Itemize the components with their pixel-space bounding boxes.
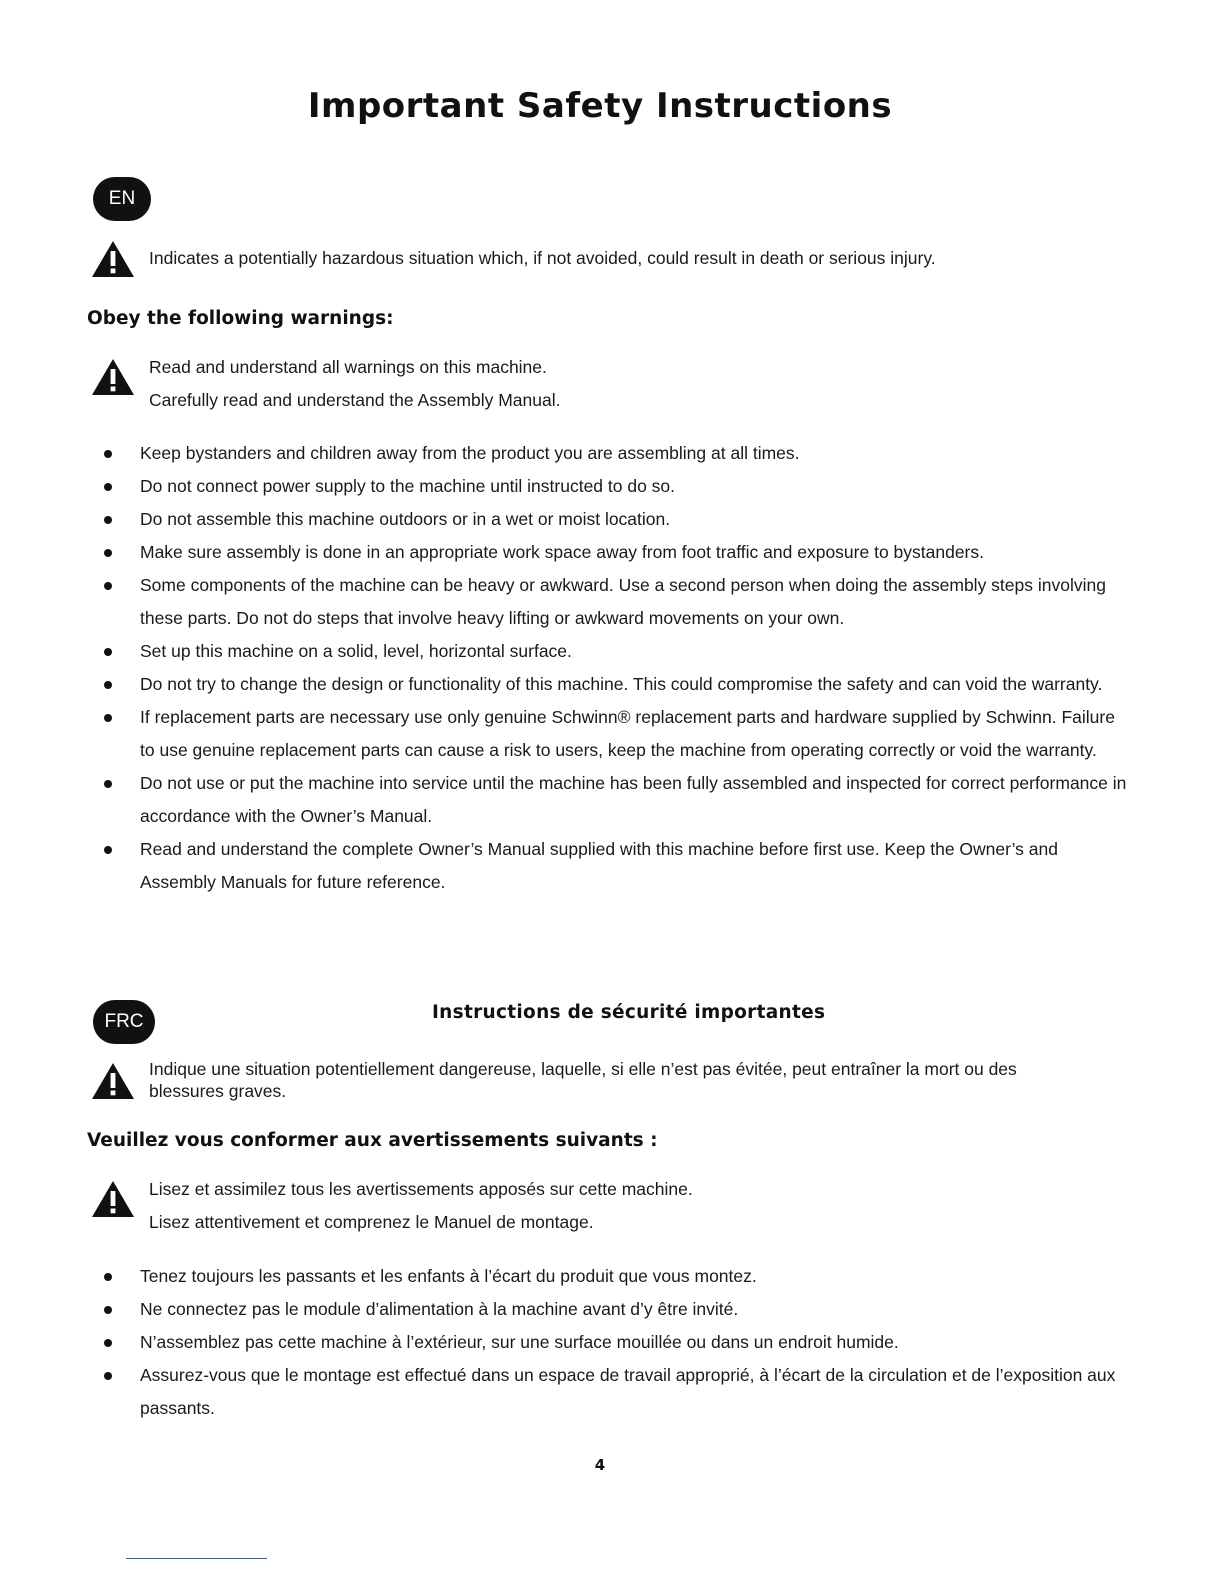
list-item: Assurez-vous que le montage est effectué dans un espace de travail approprié, à l’écart de la circulation et de l’exposition aux passants. — [100, 1359, 1130, 1425]
list-item: Keep bystanders and children away from the product you are assembling at all times. — [100, 437, 1130, 470]
warnings-heading-frc: Veuillez vous conformer aux avertissements suivants : — [87, 1130, 658, 1151]
list-item: Do not use or put the machine into service until the machine has been fully assembled and inspected for correct performance in accordance with the Owner’s Manual. — [100, 767, 1130, 833]
warning-line: Lisez et assimilez tous les avertissements apposés sur cette machine. — [149, 1179, 693, 1199]
warning-triangle-icon — [91, 1180, 135, 1218]
machine-warnings-frc — [149, 1173, 693, 1239]
section-title-frc: Instructions de sécurité importantes — [432, 1002, 826, 1023]
safety-bullet-list-en — [100, 437, 1130, 899]
hazard-definition-en: Indicates a potentially hazardous situation which, if not avoided, could result in death or serious injury. — [149, 248, 936, 268]
language-badge-frc: FRC — [93, 1000, 155, 1044]
list-item: Do not connect power supply to the machine until instructed to do so. — [100, 470, 1130, 503]
warnings-heading-en: Obey the following warnings: — [87, 308, 394, 329]
list-item: Read and understand the complete Owner’s Manual supplied with this machine before first use. Keep the Owner’s and Assembly Manuals for future reference. — [100, 833, 1130, 899]
list-item: Ne connectez pas le module d’alimentation à la machine avant d’y être invité. — [100, 1293, 1130, 1326]
page-title: Important Safety Instructions — [307, 86, 893, 126]
footer-rule — [126, 1558, 267, 1559]
list-item: Do not assemble this machine outdoors or in a wet or moist location. — [100, 503, 1130, 536]
safety-bullet-list-frc — [100, 1260, 1130, 1425]
list-item: Do not try to change the design or functionality of this machine. This could compromise the safety and can void the warranty. — [100, 668, 1130, 701]
warning-triangle-icon — [91, 240, 135, 278]
warning-line: Lisez attentivement et comprenez le Manuel de montage. — [149, 1212, 594, 1232]
warning-line: Carefully read and understand the Assembly Manual. — [149, 390, 561, 410]
list-item: If replacement parts are necessary use only genuine Schwinn® replacement parts and hardware supplied by Schwinn. Failure to use genuine replacement parts can cause a risk to users, keep the machine from operating correctly or void the warranty. — [100, 701, 1130, 767]
warning-line: Read and understand all warnings on this machine. — [149, 357, 547, 377]
machine-warnings-en — [149, 351, 561, 417]
list-item: Set up this machine on a solid, level, horizontal surface. — [100, 635, 1130, 668]
list-item: N’assemblez pas cette machine à l’extérieur, sur une surface mouillée ou dans un endroit humide. — [100, 1326, 1130, 1359]
list-item: Make sure assembly is done in an appropriate work space away from foot traffic and exposure to bystanders. — [100, 536, 1130, 569]
list-item: Some components of the machine can be heavy or awkward. Use a second person when doing the assembly steps involving these parts. Do not do steps that involve heavy lifting or awkward movements on your own. — [100, 569, 1130, 635]
list-item: Tenez toujours les passants et les enfants à l’écart du produit que vous montez. — [100, 1260, 1130, 1293]
hazard-definition-frc: Indique une situation potentiellement dangereuse, laquelle, si elle n’est pas évitée, peut entraîner la mort ou des blessures graves. — [149, 1059, 1017, 1101]
warning-triangle-icon — [91, 1062, 135, 1100]
warning-triangle-icon — [91, 358, 135, 396]
language-badge-en: EN — [93, 177, 151, 221]
page-number: 4 — [594, 1456, 606, 1474]
